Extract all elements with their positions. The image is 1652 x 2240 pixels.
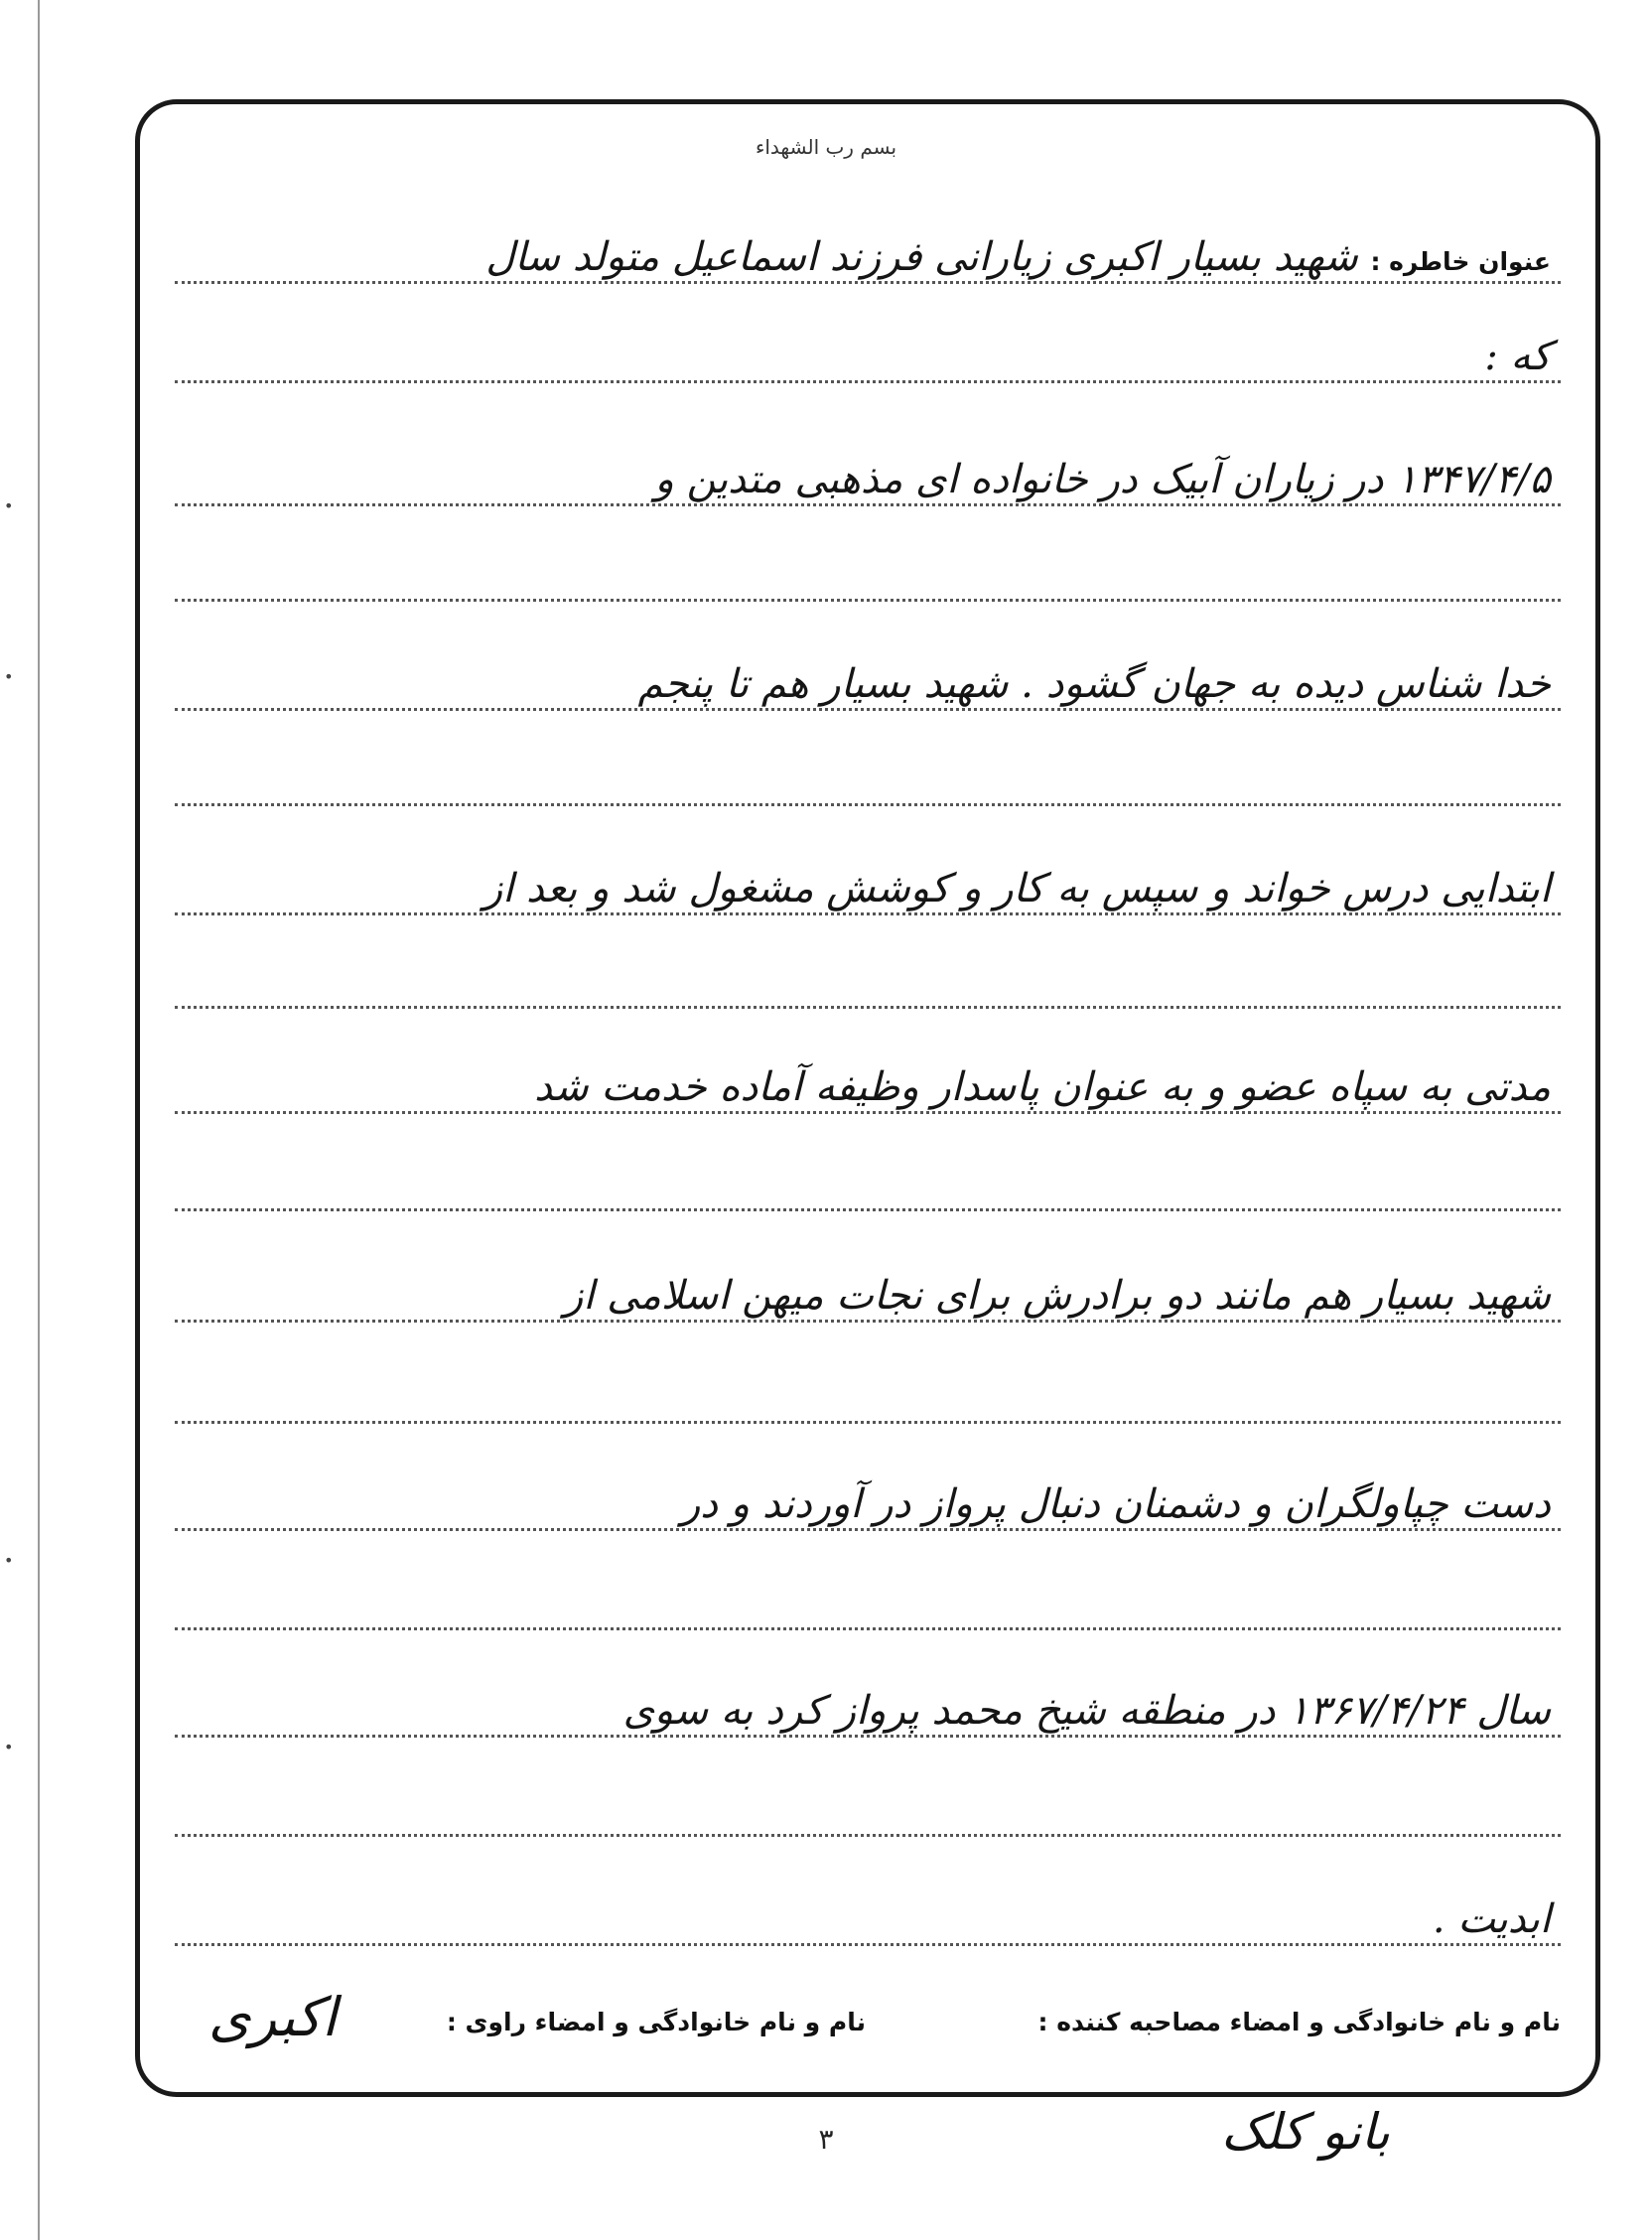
interviewer-label: نام و نام خانوادگی و امضاء مصاحبه کننده :	[1037, 2008, 1561, 2036]
memory-line-text: مدتی به سپاه عضو و به عنوان پاسدار وظیفه آماده خدمت شد	[534, 1064, 1551, 1110]
dotted-rule	[175, 380, 1561, 383]
memory-line-7	[175, 1688, 1561, 1748]
memory-line-text: شهید بسیار هم مانند دو برادرش برای نجات میهن اسلامی از	[564, 1273, 1551, 1319]
memory-title-line	[175, 234, 1561, 294]
memory-line-3	[175, 866, 1561, 925]
memory-line-1	[175, 457, 1561, 516]
dotted-rule	[175, 1735, 1561, 1738]
left-binding-line	[38, 0, 40, 2240]
dotted-rule	[175, 1320, 1561, 1323]
blank-line	[175, 1581, 1561, 1640]
dotted-rule	[175, 503, 1561, 506]
memory-line-4	[175, 1064, 1561, 1124]
memory-sub-label: که :	[1484, 334, 1551, 379]
memory-line-text: ابدیت .	[1432, 1896, 1551, 1942]
dotted-rule	[175, 281, 1561, 284]
margin-mark: •	[4, 1738, 14, 1756]
dotted-rule	[175, 1834, 1561, 1837]
blank-line	[175, 552, 1561, 612]
dotted-rule	[175, 912, 1561, 915]
memory-sub-line	[175, 334, 1561, 393]
margin-mark: •	[4, 1551, 14, 1570]
blank-line	[175, 1374, 1561, 1434]
memory-title-label: عنوان خاطره :	[1370, 247, 1551, 276]
memory-line-5	[175, 1273, 1561, 1332]
margin-mark: •	[4, 496, 14, 515]
narrator-label: نام و نام خانوادگی و امضاء راوی :	[446, 2008, 866, 2036]
bottom-signature: بانو کلک	[1221, 2103, 1390, 2161]
dotted-rule	[175, 1421, 1561, 1424]
memory-line-text: ابتدایی درس خواند و سپس به کار و کوشش مشغول شد و بعد از	[482, 866, 1551, 911]
memory-title-value: شهید بسیار اکبری زیارانی فرزند اسماعیل متولد سال	[485, 234, 1358, 280]
memory-line-text: خدا شناس دیده به جهان گشود . شهید بسیار هم تا پنجم	[637, 661, 1551, 707]
blank-line	[175, 1162, 1561, 1221]
page-number: ۳	[818, 2123, 834, 2156]
dotted-rule	[175, 1208, 1561, 1211]
signature-labels	[175, 2008, 1561, 2047]
memory-title-row	[485, 234, 1551, 280]
memory-line-text: ۱۳۴۷/۴/۵ در زیاران آبیک در خانواده ای مذهبی متدین و	[654, 457, 1551, 502]
dotted-rule	[175, 1006, 1561, 1009]
margin-mark: •	[4, 667, 14, 686]
dotted-rule	[175, 708, 1561, 711]
memory-line-6	[175, 1481, 1561, 1541]
narrator-signature: اکبری	[208, 1986, 338, 2048]
blank-line	[175, 757, 1561, 816]
basmala-header: بسم رب الشهداء	[755, 135, 897, 159]
dotted-rule	[175, 803, 1561, 806]
memory-line-text: دست چپاولگران و دشمنان دنبال پرواز در آوردند و در	[680, 1481, 1551, 1527]
memory-line-text: سال ۱۳۶۷/۴/۲۴ در منطقه شیخ محمد پرواز کرد به سوی	[622, 1688, 1551, 1734]
dotted-rule	[175, 1943, 1561, 1946]
dotted-rule	[175, 599, 1561, 602]
blank-line	[175, 959, 1561, 1019]
memory-line-8	[175, 1896, 1561, 1956]
blank-line	[175, 1787, 1561, 1847]
dotted-rule	[175, 1528, 1561, 1531]
memory-line-2	[175, 661, 1561, 721]
dotted-rule	[175, 1627, 1561, 1630]
dotted-rule	[175, 1111, 1561, 1114]
